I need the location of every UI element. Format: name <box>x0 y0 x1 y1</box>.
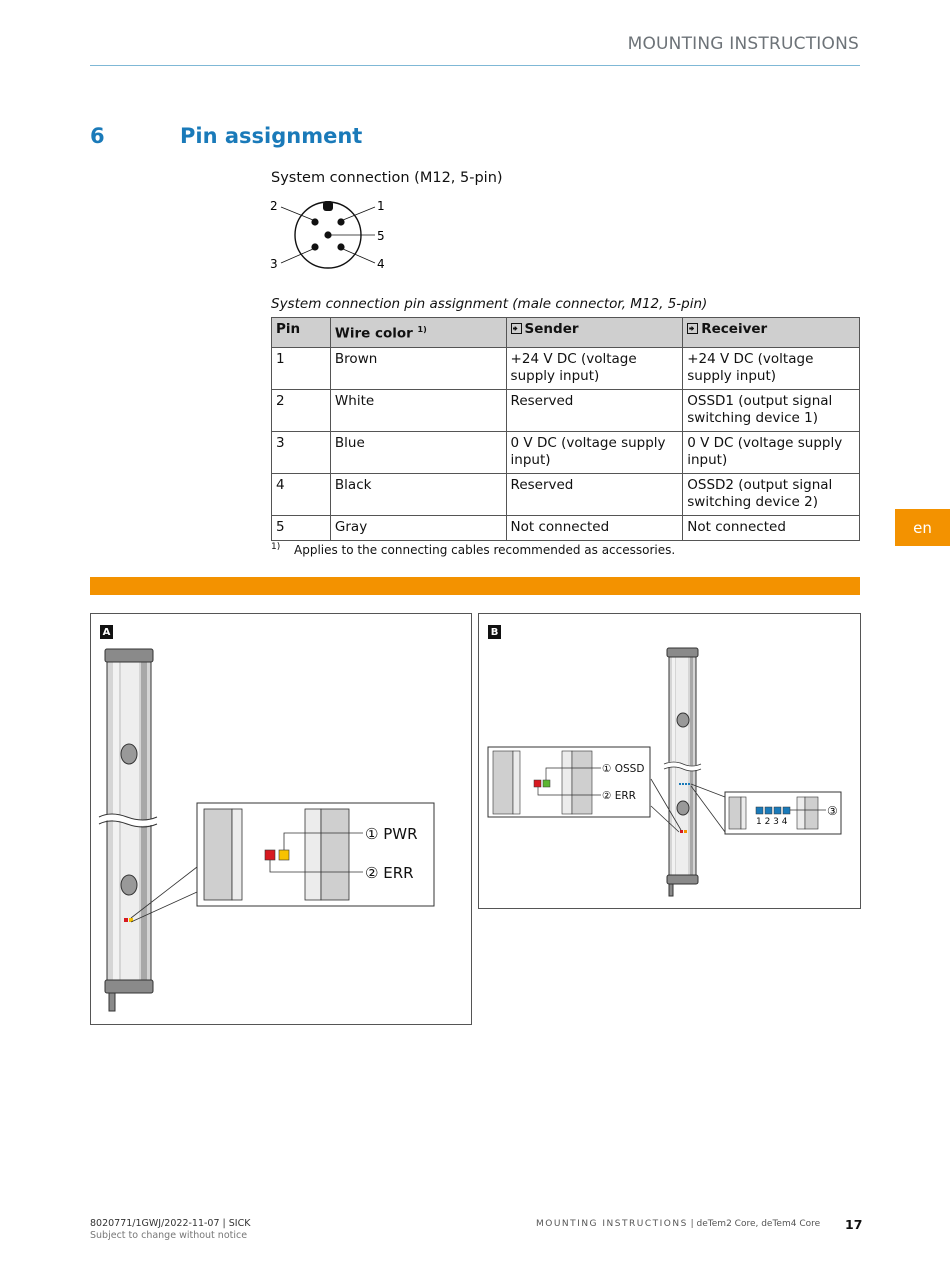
col-header-receiver: Receiver <box>683 318 860 348</box>
cell-sender: Reserved <box>506 473 683 515</box>
cell-wire-color: Blue <box>330 431 506 473</box>
callout-err: ② ERR <box>365 864 414 882</box>
pin-label-4: 4 <box>377 257 385 271</box>
sender-icon <box>511 323 522 334</box>
col-header-pin: Pin <box>272 318 331 348</box>
col-header-sender: Sender <box>506 318 683 348</box>
figure-a-illustration <box>91 614 471 1024</box>
cell-receiver: +24 V DC (voltage supply input) <box>683 347 860 389</box>
footnote-ref: 1) <box>417 325 427 334</box>
callout-pwr: ① PWR <box>365 825 418 843</box>
cell-wire-color: Brown <box>330 347 506 389</box>
footer-center <box>536 1219 820 1229</box>
footer-product: | deTem2 Core, deTem4 Core <box>687 1219 821 1229</box>
figure-b-illustration <box>479 614 860 908</box>
footer-left <box>90 1218 250 1242</box>
table-row <box>272 473 860 515</box>
cell-pin: 4 <box>272 473 331 515</box>
section-title: Pin assignment <box>180 124 363 148</box>
pin-label-3: 3 <box>270 257 278 271</box>
cell-sender: Not connected <box>506 515 683 540</box>
figure-b-label: B <box>488 625 501 639</box>
subsection-title: System connection (M12, 5-pin) <box>271 170 503 186</box>
table-row <box>272 389 860 431</box>
section-number: 6 <box>90 124 105 148</box>
cell-pin: 1 <box>272 347 331 389</box>
figure-a-label: A <box>100 625 113 639</box>
receiver-icon <box>687 323 698 334</box>
cell-sender: Reserved <box>506 389 683 431</box>
footer-doc-id: 8020771/1GWJ/2022-11-07 | SICK <box>90 1218 251 1229</box>
page-number: 17 <box>845 1217 863 1232</box>
table-header-row <box>272 318 860 348</box>
language-tab[interactable]: en <box>895 509 950 546</box>
cell-receiver: OSSD2 (output signal switching device 2) <box>683 473 860 515</box>
cell-sender: +24 V DC (voltage supply input) <box>506 347 683 389</box>
table-row <box>272 347 860 389</box>
cell-pin: 5 <box>272 515 331 540</box>
col-header-wire-color: Wire color $^{1)}$ <box>330 318 506 348</box>
footnote-text: Applies to the connecting cables recommended as accessories. <box>294 543 676 557</box>
figure-b <box>478 613 861 909</box>
callout-ossd: ① OSSD <box>602 763 645 775</box>
callout-dip-switch: ③ <box>827 804 838 818</box>
header-divider <box>90 65 860 66</box>
table-row <box>272 431 860 473</box>
cell-pin: 2 <box>272 389 331 431</box>
footer-doc-type: MOUNTING INSTRUCTIONS <box>536 1219 688 1229</box>
running-header: MOUNTING INSTRUCTIONS <box>627 34 859 54</box>
m12-connector-diagram <box>265 195 395 275</box>
cell-wire-color: Gray <box>330 515 506 540</box>
cell-wire-color: White <box>330 389 506 431</box>
section-divider-bar <box>90 577 860 595</box>
footnote-mark: 1) <box>271 542 281 552</box>
cell-wire-color: Black <box>330 473 506 515</box>
pin-label-1: 1 <box>377 199 385 213</box>
cell-receiver: Not connected <box>683 515 860 540</box>
cell-sender: 0 V DC (voltage supply input) <box>506 431 683 473</box>
cell-receiver: OSSD1 (output signal switching device 1) <box>683 389 860 431</box>
figure-a <box>90 613 472 1025</box>
table-row <box>272 515 860 540</box>
footer-notice: Subject to change without notice <box>90 1230 248 1241</box>
pin-assignment-table <box>271 317 860 541</box>
table-caption: System connection pin assignment (male connector, M12, 5-pin) <box>271 296 708 312</box>
pin-label-2: 2 <box>270 199 278 213</box>
cell-pin: 3 <box>272 431 331 473</box>
cell-receiver: 0 V DC (voltage supply input) <box>683 431 860 473</box>
dip-switch-numbers: 1 2 3 4 <box>756 817 788 827</box>
pin-label-5: 5 <box>377 229 385 243</box>
callout-err-b: ② ERR <box>602 790 636 802</box>
